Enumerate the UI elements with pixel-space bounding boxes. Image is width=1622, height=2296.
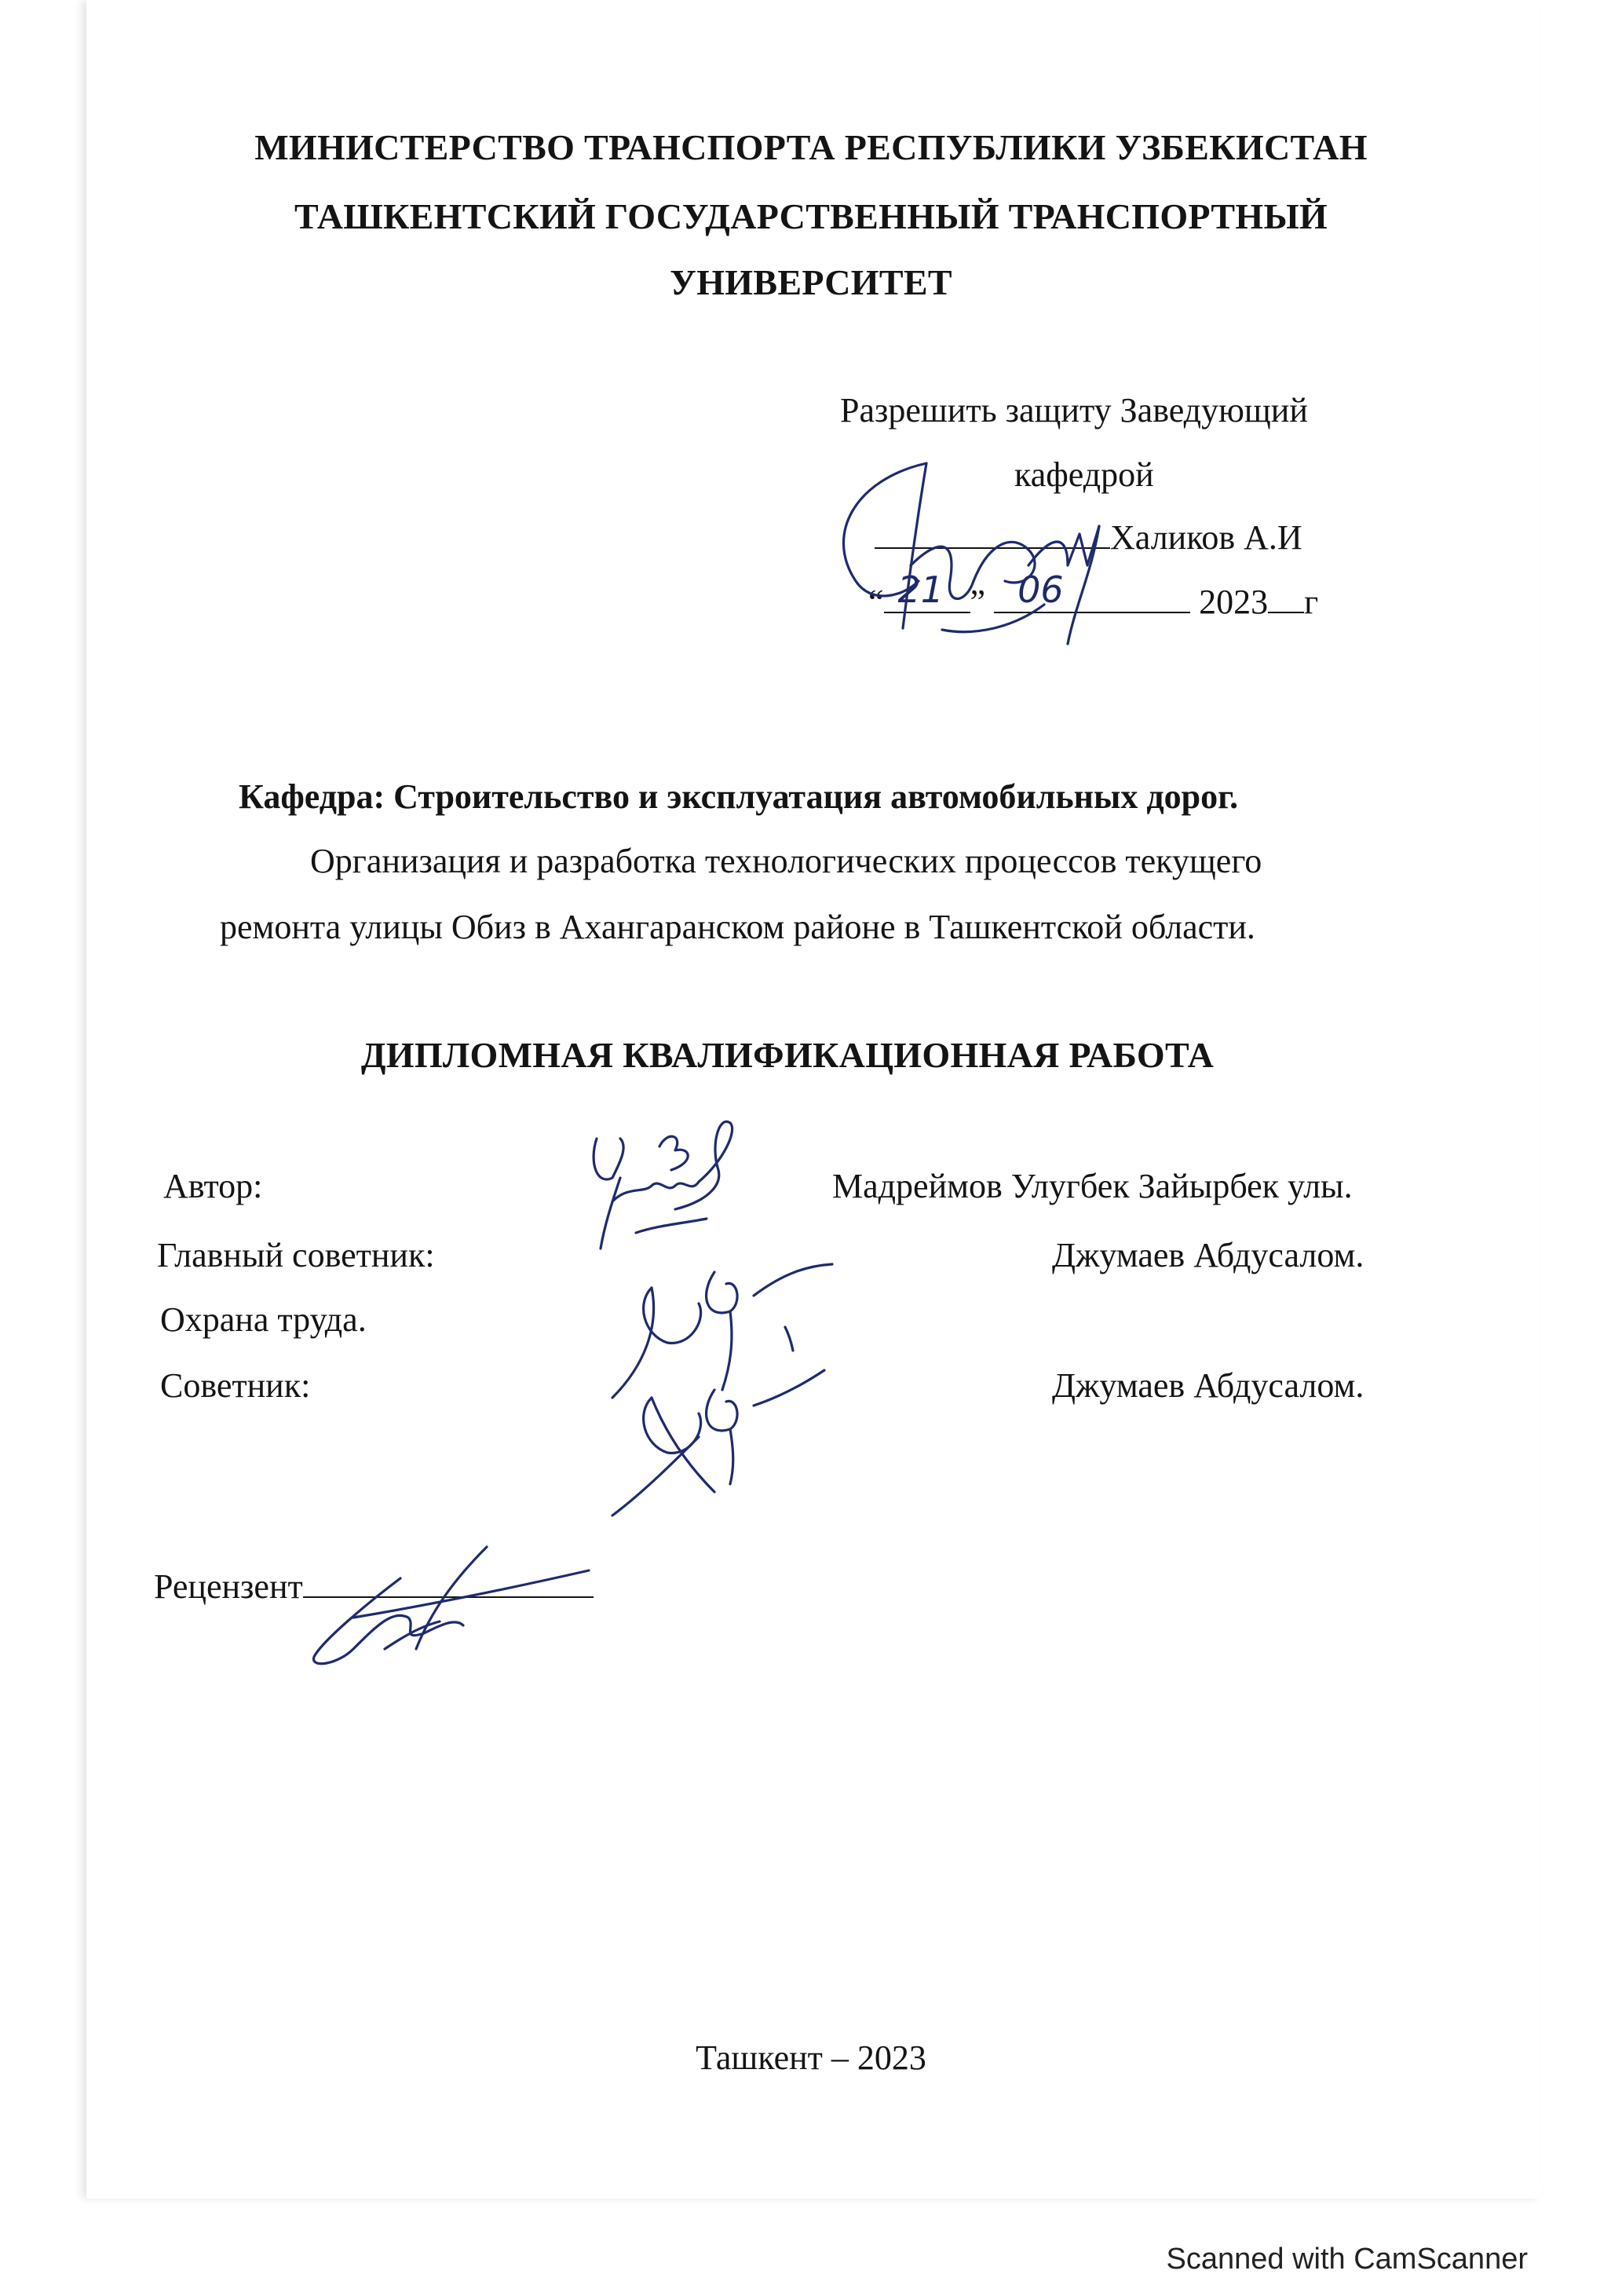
university-title-line1: ТАШКЕНТСКИЙ ГОСУДАРСТВЕННЫЙ ТРАНСПОРТНЫЙ [294, 196, 1328, 236]
document-sheet [86, 0, 1540, 2199]
head-of-department-signature [809, 448, 1185, 652]
head-of-department-name: Халиков А.И [1110, 518, 1302, 557]
date-year: 2023 [1199, 583, 1269, 621]
work-type-title: ДИПЛОМНАЯ КВАЛИФИКАЦИОННАЯ РАБОТА [360, 1035, 1215, 1075]
topic-line1: Организация и разработка технологических процессов текущего [310, 842, 1262, 880]
consultant-name: Джумаев Абдусалом. [1052, 1366, 1364, 1405]
city-year: Ташкент – 2023 [696, 2038, 926, 2077]
scanner-watermark: Scanned with CamScanner [1166, 2243, 1528, 2276]
date-open-quote: “ [868, 583, 884, 621]
university-title-line2: УНИВЕРСИТЕТ [670, 262, 952, 302]
approval-line2: кафедрой [1014, 455, 1154, 494]
date-year-blank [1268, 583, 1304, 613]
department-label: Кафедра: Строительство и эксплуатация автомобильных дорог. [239, 777, 1239, 816]
date-day: 21 [897, 569, 944, 611]
date-mid-quote: ” [970, 583, 986, 621]
ministry-title: МИНИСТЕРСТВО ТРАНСПОРТА РЕСПУБЛИКИ УЗБЕКИСТАН [254, 127, 1368, 167]
approval-line1: Разрешить защиту Заведующий [840, 391, 1308, 430]
reviewer-signature [306, 1531, 620, 1673]
author-signature [565, 1115, 769, 1256]
date-month: 06 [1017, 569, 1064, 611]
reviewer-label: Рецензент [154, 1567, 303, 1606]
topic-line2: ремонта улицы Обиз в Ахангаранском районе в Ташкентской области. [220, 908, 1255, 946]
consultant-label: Советник: [160, 1366, 311, 1405]
author-label: Автор: [163, 1167, 263, 1205]
advisor-name: Джумаев Абдусалом. [1052, 1236, 1364, 1274]
author-name: Мадреймов Улугбек Зайырбек улы. [832, 1167, 1353, 1205]
date-suffix: г [1304, 583, 1319, 621]
safety-label: Охрана труда. [160, 1300, 367, 1339]
advisor-label: Главный советник: [157, 1236, 435, 1274]
advisor-signatures [597, 1256, 879, 1515]
